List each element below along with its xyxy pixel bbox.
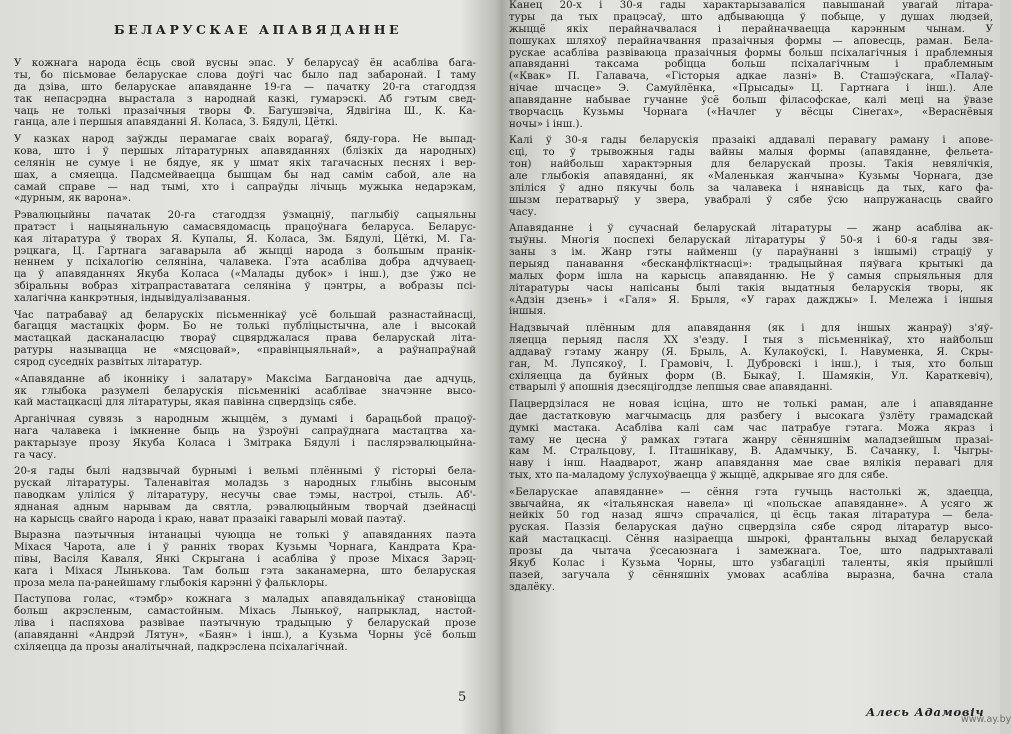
text-line: збіральны вобраз хітрапраставатага селяніна ў цэнтры, а вобразы псі-	[14, 281, 476, 293]
text-line: ліва і паспяхова развівае паэтычную традыцыю ў беларускай прозе	[14, 617, 476, 629]
text-line: тон) найбольш характэрныя для беларускай прозы. Такія невялічкія,	[509, 159, 993, 171]
text-line: Паступова голас, «тэмбр» кожнага з маладых апавядальнікаў становіцца	[14, 594, 476, 606]
text-line: мастацкай дасканаласцю твораў сцвярджалася права беларускай літа-	[14, 333, 476, 345]
watermark: www.ay.by	[961, 714, 1011, 725]
text-line: нічае шчасце» Э. Самуйлёнка, «Прысады» Ц. Гартнага і інш.). Але	[509, 83, 993, 95]
text-line: проза мела па-ранейшаму глыбокія карэнні ў фальклоры.	[14, 577, 328, 589]
text-line: яднаная адным нарывам да святла, рэвалюцыйным творчай дзейнасці	[14, 501, 476, 513]
text-line: Пацвердзілася не новая ісціна, што не толькі раман, але і апавяданне	[509, 398, 993, 410]
text-line: Час патрабаваў ад беларускіх пісьменнікаў усё большай разнастайнасці,	[14, 309, 476, 321]
paragraph	[14, 210, 476, 305]
text-line: чаць не толькі празаічныя творы Ф. Багушэвіча, Ядвігіна Ш., К. Ка-	[14, 105, 476, 117]
text-line: здалёку.	[509, 581, 556, 593]
paragraph	[14, 310, 476, 369]
text-line: так непасрэдна вырастала з народнай казкі, гумарэскі. Аб гэтым свед-	[14, 93, 476, 105]
text-line: наву і інш. Наадварот, жанр апавядання мае свае вялікія перавагі для	[509, 458, 993, 470]
text-line: ганца, але і першыя апавяданні Я. Коласа, З. Бядулі, Цёткі.	[14, 117, 338, 129]
text-line: тыўны. Многія поспехі беларускай літаратуры ў 50-я і 60-я гады звя-	[509, 235, 993, 247]
text-line: («Квак» П. Галавача, «Гісторыя адкае лазні» В. Сташэўскага, «Палаў-	[509, 71, 993, 83]
paragraph	[14, 374, 476, 410]
text-line: шызм ператварыў у звера, увабралі ў сябе ўсю напружанасць свайго	[509, 194, 993, 206]
text-line: заны з ім. Жанр гэты найменш (у параўнанні з іншымі) страціў у	[509, 247, 993, 258]
text-line: да дзіва, што беларускае апавяданне 19-га — пачатку 20-га стагоддзя	[14, 81, 476, 93]
text-line: сярод суседніх развітых літаратур.	[14, 357, 203, 369]
author-signature: Алесь Адамовіч	[866, 705, 985, 719]
text-line: паводкам уліліся ў літаратуру, несучы свае тэмы, настроі, стыль. Аб'-	[14, 489, 476, 501]
text-line: пошуках шляхоў перайначвання празаічныя формы — аповесць, раман. Бела-	[509, 35, 993, 47]
text-line: (апавяданні «Андрэй Лятун», «Баян» і інш.), а Кузьма Чорны ўсё больш	[14, 629, 476, 641]
text-line: але глыбокія апавяданні, як «Маленькая жанчына» Кузьмы Чорнага, дзе	[509, 171, 993, 183]
text-line: прозы да чытача ўсесаюзнага і замежнага. Тое, што падрыхтавалі	[509, 546, 993, 558]
text-line: апавяданні таксама робіцца больш псіхалагічным і праблемным	[509, 59, 993, 71]
text-line: творчасць Кузьмы Чорнага («Начлег у вёсцы Сінегах», «Вераснёвыя	[509, 107, 993, 119]
text-line: ца ў апавяданнях Якуба Коласа («Малады дубок» і інш.), дзе ўжо не	[14, 269, 476, 281]
text-line: кам М. Стральцову, І. Пташнікаву, В. Адамчыку, Б. Сачанку, І. Чыгры-	[509, 446, 993, 458]
text-line: стварылі ў апошнія дзесяцігоддзе лепшыя свае апавяданні.	[509, 382, 833, 394]
page-title: БЕЛАРУСКАЕ АПАВЯДАННЕ	[114, 22, 403, 37]
text-line: зліліся ў адно пякучы боль за чалавека і нянавісць да тых, каго фа-	[509, 182, 993, 194]
text-line: думкі мастака. Асабліва калі сам час патрабуе гэтага. Можа якраз і	[509, 422, 993, 434]
text-line: нага чалавека і імкненне быць на ўзроўні сапраўднага мастацтва ха-	[14, 425, 476, 437]
paragraph	[509, 399, 993, 482]
text-line: схіляецца да прозы аналітычнай, падкрэслена псіхалагічнай.	[14, 641, 348, 653]
paragraph	[509, 223, 993, 318]
text-line: кай мастацкасці. Сёння назіраецца шырокі, франтальны выхад беларускай	[509, 534, 993, 546]
paragraph	[509, 487, 993, 594]
left-page	[0, 0, 497, 734]
text-line: рэцкага, Ц. Гартнага загаварыла аб жыцці народа з большым пранік-	[14, 245, 476, 257]
text-line: руская. Паззія беларуская даўно сцвердзіла сябе сярод літаратур высо-	[509, 522, 993, 534]
page-number: 5	[458, 690, 467, 705]
text-line: Выразна паэтычныя інтанацыі чуюцца не толькі ў апавяданнях паэта	[14, 530, 476, 542]
text-line: іншыя.	[509, 306, 547, 318]
text-line: Якуб Колас і Кузьма Чорны, што узбагацілі таленты, якія прыйшлі	[509, 558, 993, 570]
paragraph	[14, 134, 476, 205]
text-line: таму не цесна ў рамках гэтага жанру сённяшнім маладзейшым празаі-	[509, 434, 993, 446]
text-line: кага і Міхася Лынькова. Там больш гэта заканамерна, што беларуская	[14, 565, 476, 577]
text-line: пратэст і нацыянальную самасвядомасць працоўнага беларуса. Беларус-	[14, 221, 476, 233]
text-line: больш акрэсленым, самастойным. Міхась Лынькоў, напрыклад, настой-	[14, 606, 476, 618]
text-line: ган, М. Лупсякоў, І. Грамовіч, І. Дубровскі і інш.), і тыя, хто больш	[509, 358, 993, 370]
text-line: літаратуры часы напісаны былі такія выдатныя беларускія творы, як	[509, 282, 993, 294]
text-line: ратуры называцца не «мясцовай», «правінцыяльнай», а раўнапраўнай	[14, 345, 476, 357]
text-line: Міхася Чарота, але і ў ранніх творах Кузьмы Чорнага, Кандрата Кра-	[14, 542, 476, 553]
text-line: апавяданне набывае гучанне ўсё больш філасофскае, калі меці на ўвазе	[509, 95, 993, 107]
text-line: багацця мастацкіх форм. Бо не толькі публіцыстычна, але і высокай	[14, 321, 476, 333]
text-line: рускае асабліва развіваюца празаічныя формы больш псіхалагічныя і праблемныя	[509, 47, 993, 59]
text-line: ляецца перыяд пасля XX з'езду. І тыя з пісьменнікаў, хто найбольш	[509, 334, 993, 346]
left-text-column	[14, 20, 476, 658]
text-line: малых форм ішла на карысць апавяданню. Не ў самыя спрыяльныя для	[509, 270, 993, 282]
text-line: шах, а смяецца. Падсмейваецца бышцам бы над самім сабой, але на	[14, 169, 476, 181]
text-line: жыццё якіх перайначвалася і перайначваецца карэнным чынам. У	[509, 23, 993, 35]
text-line: селянін не сумуе і не бядуе, як у шмат якіх тагачасных песнях і вер-	[14, 157, 476, 169]
text-line: У кожнага народа ёсць свой вусны эпас. У беларусаў ён асабліва бага-	[14, 58, 476, 69]
paragraph	[509, 135, 993, 218]
right-page	[503, 0, 1011, 734]
text-line: халагічна канкрэтныя, індывідуалізаваныя.	[14, 293, 251, 305]
text-line: рактарызуе прозу Якуба Коласа і Змітрака Бядулі і паслярэвалюцыйна-	[14, 437, 476, 449]
paragraph	[14, 58, 476, 129]
text-line: «Апавяданне аб іконніку і залатару» Максіма Багдановіча дае адчуць,	[14, 373, 476, 385]
text-line: як глыбока разумелі беларускія пісьменнікі асаблівае значэнне высо-	[14, 385, 476, 397]
text-line: ты, бо пісьмовае беларускае слова доўгі час было пад забаронай. І таму	[14, 69, 476, 81]
text-line: га часу.	[14, 449, 57, 461]
paragraph	[509, 323, 993, 394]
text-line: аддаваў гэтаму жанру (Я. Брыль, А. Кулакоўскі, І. Навуменка, Я. Скры-	[509, 346, 993, 358]
text-line: пазей, загучала ў сённяшніх умовах асабліва выразна, бачна стала	[509, 569, 993, 581]
text-line: нейкіх 50 год назад яшчэ спрачаліся, ці ёсць такая літаратура — бела-	[509, 510, 993, 522]
text-line: Канец 20-х і 30-я гады характарызаваліся павышанай увагай літара-	[509, 0, 993, 11]
paragraph	[14, 530, 476, 589]
text-line: тых, хто па-маладому ўслухоўваецца ў жыццё, адкрывае яго для сябе.	[509, 470, 889, 482]
left-paragraphs	[14, 58, 476, 654]
text-line: рускай літаратуры. Таленавітая моладзь з народных глыбінь высоным	[14, 477, 476, 489]
text-line: Калі ў 30-я гады беларускія празаікі аддавалі перавагу раману і апове-	[509, 135, 993, 147]
text-line: 20-я гады былі надзвычай бурнымі і вельмі плённымі ў гісторыі бела-	[14, 466, 476, 478]
text-line: кай мастацкасці для літаратуры, якая павінна сцвердзіць сябе.	[14, 397, 357, 409]
text-line: Арганічная сувязь з народным жыццём, з думамі і барацьбой працоў-	[14, 413, 476, 425]
text-line: «дурным, як варона».	[14, 193, 132, 205]
text-line: сці, то ў трывожныя гады вайны малыя формы (апавяданне, фельета-	[509, 147, 993, 159]
text-line: часу.	[509, 206, 537, 218]
text-line: Надзвычай плённым для апавядання (як і для іншых жанраў) з'яў-	[509, 322, 993, 334]
paragraph	[14, 414, 476, 462]
text-line: півы, Васіля Кавaля, Янкі Скрыгана і асабліва ў прозе Міхася Зарэц-	[14, 553, 476, 565]
text-line: звычайна, як «італьянская навела» ці «польскае апавяданне». А усяго ж	[509, 498, 993, 510]
text-line: кая літаратура ў творах Я. Купалы, Я. Коласа, Зм. Бядулі, Цёткі, М. Га-	[14, 233, 476, 245]
text-line: «Адзін дзень» і «Галя» Я. Брыля, «У гарах дажджы» І. Мележа і іншыя	[509, 294, 993, 306]
text-line: ночы» і інш.).	[509, 118, 583, 130]
text-line: Рэвалюцыйны пачатак 20-га стагоддзя ўзмацніў, паглыбіў сацыяльны	[14, 209, 476, 221]
text-line: Апавяданне і ў сучаснай беларускай літаратуры — жанр асабліва ак-	[509, 223, 993, 235]
text-line: туры да тых працэсаў, што адбываюцца ў побыце, у душах людзей,	[509, 11, 993, 23]
text-line: «Беларускае апавяданне» — сёння гэта гучыць настолькі ж, здаецца,	[509, 486, 993, 498]
text-line: схіляецца да буйных форм (В. Быкаў, І. Шамякін, Ул. Караткевіч),	[509, 370, 993, 382]
text-line: У казках народ заўжды перамагае сваіх ворагаў, бядy-гора. Не выпад-	[14, 133, 476, 145]
text-line: самай справе — над тымі, хто і сапраўды лічыць мужыка недарэкам,	[14, 181, 476, 193]
text-line: неннем у псіхалогію селяніна, чалавека. Гэта асабліва добра адчуваец-	[14, 257, 476, 269]
text-line: кова, што і ў першых літаратурных апавяданнях (блізкіх да народных)	[14, 145, 476, 157]
text-line: на карысць свайго народа і краю, нават празаікі гаварылі мовай паэтаў.	[14, 513, 407, 525]
text-line: перыяд панавання «бесканфліктнасці»: традыцыйная пяўвага крытыкі да	[509, 258, 993, 270]
paragraph	[14, 466, 476, 525]
right-text-column	[509, 0, 993, 598]
right-paragraphs	[509, 0, 993, 594]
paragraph	[14, 594, 476, 653]
text-line: дае дастатковую магчымасць для разбегу і высокага ўзлёту грамадскай	[509, 410, 993, 422]
paragraph	[509, 0, 993, 131]
